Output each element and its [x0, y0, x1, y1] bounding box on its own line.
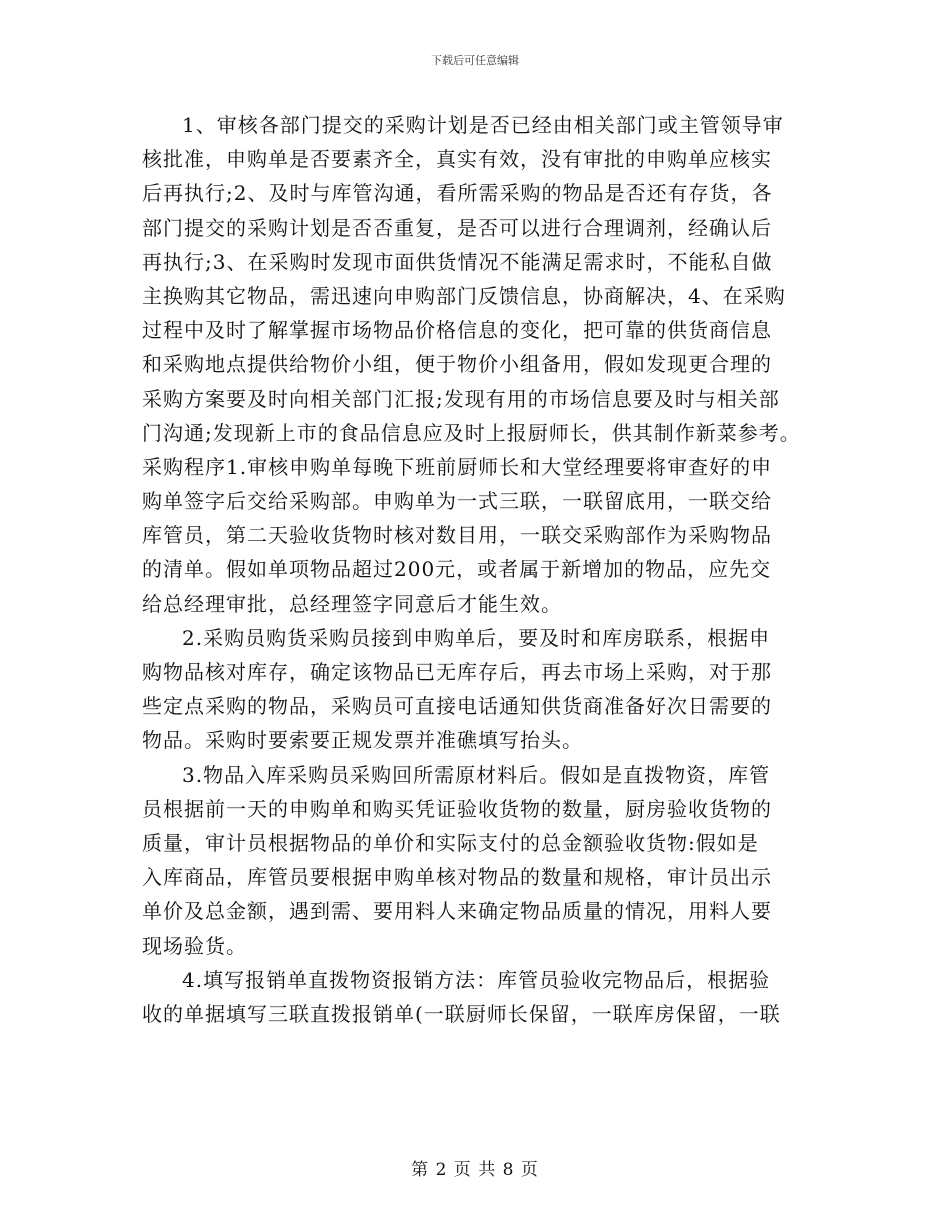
document-body: [142, 108, 818, 1031]
text-line: 过程中及时了解掌握市场物品价格信息的变化，把可靠的供货商信息: [142, 318, 772, 343]
text-line: 采购程序1.审核申购单每晚下班前厨师长和大堂经理要将审查好的申: [142, 454, 773, 479]
text-line: 4.填写报销单直拨物资报销方法：库管员验收完物品后，根据验: [182, 967, 771, 992]
text-line: 购物品核对库存，确定该物品已无库存后，再去市场上采购，对于那: [142, 660, 772, 684]
text-line: 库管员，第二天验收货物时核对数目用，一联交采购部作为采购物品: [142, 523, 772, 548]
text-line: 购单签字后交给采购部。申购单为一式三联，一联留底用，一联交给: [142, 489, 772, 514]
text-line: 物品。采购时要索要正规发票并准礁填写抬头。: [142, 728, 583, 753]
text-line: 些定点采购的物品，采购员可直接电话通知供货商准备好次日需要的: [142, 694, 772, 719]
text-line: 3.物品入库采购员采购回所需原材料后。假如是直拨物资，库管: [182, 762, 771, 787]
text-line: 质量，审计员根据物品的单价和实际支付的总金额验收货物:假如是: [142, 830, 759, 855]
text-line: 门沟通;发现新上市的食品信息应及时上报厨师长，供其制作新菜参考。: [142, 420, 801, 445]
text-line: 再执行;3、在采购时发现市面供货情况不能满足需求时，不能私自做: [142, 249, 773, 274]
text-line: 后再执行;2、及时与库管沟通，看所需采购的物品是否还有存货，各: [142, 181, 773, 206]
page-number: 第 2 页 共 8 页: [411, 1160, 539, 1180]
text-line: 部门提交的采购计划是否否重复，是否可以进行合理调剂，经确认后: [142, 215, 772, 240]
text-line: 1、审核各部门提交的采购计划是否已经由相关部门或主管领导审: [182, 113, 784, 137]
text-line: 采购方案要及时向相关部门汇报;发现有用的市场信息要及时与相关部: [142, 386, 780, 411]
text-line: 单价及总金额，遇到需、要用料人来确定物品质量的情况，用料人要: [142, 899, 772, 924]
text-line: 的清单。假如单项物品超过200元，或者属于新增加的物品，应先交: [142, 557, 772, 582]
text-line: 入库商品，库管员要根据申购单核对物品的数量和规格，审计员出示: [142, 865, 772, 890]
text-line: 现场验货。: [142, 933, 247, 958]
text-line: 员根据前一天的申购单和购买凭证验收货物的数量，厨房验收货物的: [142, 796, 772, 821]
text-line: 核批准，申购单是否要素齐全，真实有效，没有审批的申购单应核实: [142, 147, 772, 172]
text-line: 给总经理审批，总经理签字同意后才能生效。: [142, 591, 562, 616]
text-line: 主换购其它物品，需迅速向申购部门反馈信息，协商解决，4、在采购: [142, 283, 786, 308]
text-line: 和采购地点提供给物价小组，便于物价小组备用，假如发现更合理的: [142, 352, 772, 377]
text-line: 2.采购员购货采购员接到申购单后，要及时和库房联系，根据申: [182, 625, 771, 650]
page-header: 下载后可任意编辑: [431, 54, 519, 67]
text-line: 收的单据填写三联直拨报销单(一联厨师长保留，一联库房保留，一联: [142, 1001, 781, 1026]
